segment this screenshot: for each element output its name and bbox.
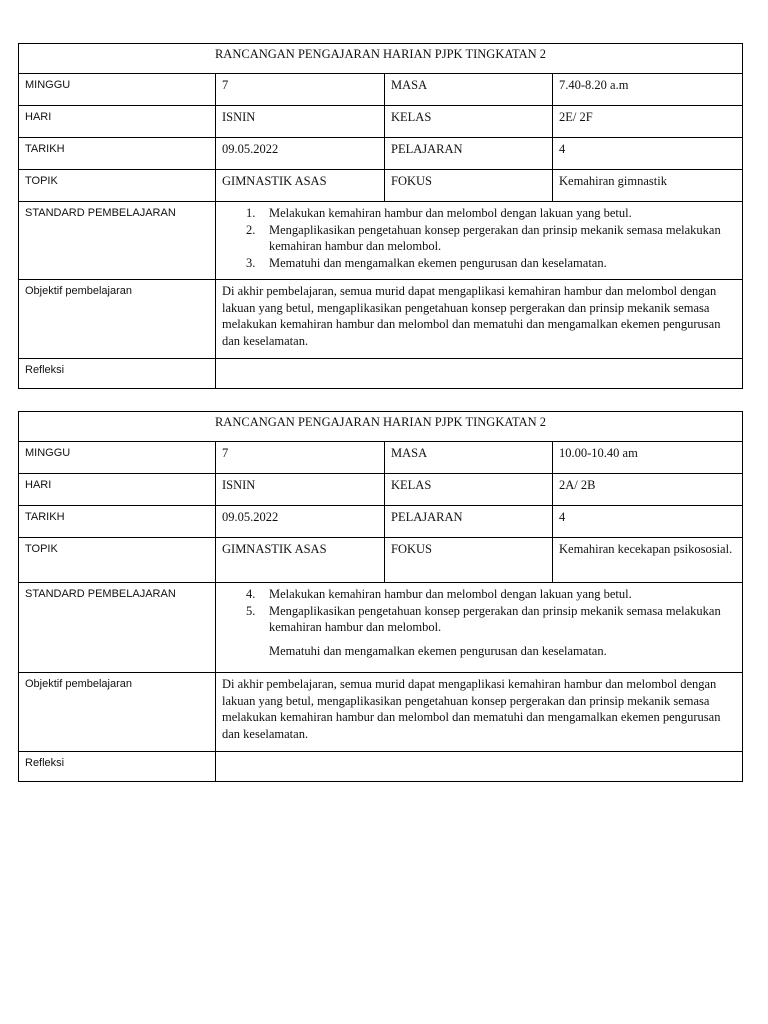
list-item: 1. Melakukan kemahiran hambur dan melombol dengan lakuan yang betul. <box>246 206 632 220</box>
lesson-plan-table-2 <box>18 411 743 782</box>
list-item: 2. Mengaplikasikan pengetahuan konsep pergerakan dan prinsip mekanik semasa melakukan kemahiran hambur dan melombol. <box>246 222 721 253</box>
objektif-text: Di akhir pembelajaran, semua murid dapat mengaplikasi kemahiran hambur dan melombol dengan lakuan yang betul, mengaplikasikan pengetahuan konsep pergerakan dan prinsip mekanik semasa melakukan kemahiran hambur dan melombol dan mematuhi dan mengamalkan ekemen pengurusan dan keselamatan. <box>222 677 721 741</box>
minggu-value: 7 <box>216 74 385 106</box>
tarikh-label: TARIKH <box>19 506 216 538</box>
objektif-label: Objektif pembelajaran <box>19 280 216 359</box>
pelajaran-label: PELAJARAN <box>385 506 553 538</box>
standard-list-cell <box>216 202 743 280</box>
kelas-value: 2E/ 2F <box>553 106 743 138</box>
fokus-label: FOKUS <box>385 538 553 583</box>
kelas-label: KELAS <box>385 106 553 138</box>
list-item: 5. Mengaplikasikan pengetahuan konsep pergerakan dan prinsip mekanik semasa melakukan kemahiran hambur dan melombol. <box>246 603 721 634</box>
minggu-label: MINGGU <box>19 74 216 106</box>
fokus-value: Kemahiran kecekapan psikososial. <box>553 538 743 583</box>
objektif-text: Di akhir pembelajaran, semua murid dapat mengaplikasi kemahiran hambur dan melombol dengan lakuan yang betul, mengaplikasikan pengetahuan konsep pergerakan dan prinsip mekanik semasa melakukan kemahiran hambur dan melombol dan mematuhi dan mengamalkan ekemen pengurusan dan keselamatan. <box>222 284 721 348</box>
kelas-label: KELAS <box>385 474 553 506</box>
fokus-label: FOKUS <box>385 170 553 202</box>
list-item: 4. Melakukan kemahiran hambur dan melombol dengan lakuan yang betul. <box>246 587 632 601</box>
standard-list <box>222 586 736 636</box>
topik-label: TOPIK <box>19 538 216 583</box>
fokus-value: Kemahiran gimnastik <box>553 170 743 202</box>
standard-extra: Mematuhi dan mengamalkan ekemen pengurusan dan keselamatan. <box>269 643 607 658</box>
plan-title: RANCANGAN PENGAJARAN HARIAN PJPK TINGKATAN 2 <box>19 412 743 442</box>
objektif-cell <box>216 673 743 752</box>
objektif-label: Objektif pembelajaran <box>19 673 216 752</box>
refleksi-label: Refleksi <box>19 359 216 389</box>
topik-label: TOPIK <box>19 170 216 202</box>
pelajaran-value: 4 <box>553 506 743 538</box>
objektif-cell <box>216 280 743 359</box>
tarikh-value: 09.05.2022 <box>216 506 385 538</box>
masa-value: 7.40-8.20 a.m <box>553 74 743 106</box>
standard-list-cell <box>216 583 743 673</box>
masa-value: 10.00-10.40 am <box>553 442 743 474</box>
pelajaran-label: PELAJARAN <box>385 138 553 170</box>
hari-value: ISNIN <box>216 106 385 138</box>
standard-label: STANDARD PEMBELAJARAN <box>19 202 216 280</box>
topik-value: GIMNASTIK ASAS <box>216 170 385 202</box>
kelas-value: 2A/ 2B <box>553 474 743 506</box>
minggu-label: MINGGU <box>19 442 216 474</box>
masa-label: MASA <box>385 442 553 474</box>
hari-label: HARI <box>19 474 216 506</box>
refleksi-value[interactable] <box>216 752 743 782</box>
topik-value: GIMNASTIK ASAS <box>216 538 385 583</box>
plan-title: RANCANGAN PENGAJARAN HARIAN PJPK TINGKATAN 2 <box>19 44 743 74</box>
refleksi-value[interactable] <box>216 359 743 389</box>
hari-value: ISNIN <box>216 474 385 506</box>
hari-label: HARI <box>19 106 216 138</box>
list-item: 3. Mematuhi dan mengamalkan ekemen pengurusan dan keselamatan. <box>246 255 607 270</box>
pelajaran-value: 4 <box>553 138 743 170</box>
standard-list <box>222 205 736 271</box>
refleksi-label: Refleksi <box>19 752 216 782</box>
standard-label: STANDARD PEMBELAJARAN <box>19 583 216 673</box>
minggu-value: 7 <box>216 442 385 474</box>
masa-label: MASA <box>385 74 553 106</box>
lesson-plan-table-1 <box>18 43 743 389</box>
tarikh-label: TARIKH <box>19 138 216 170</box>
tarikh-value: 09.05.2022 <box>216 138 385 170</box>
